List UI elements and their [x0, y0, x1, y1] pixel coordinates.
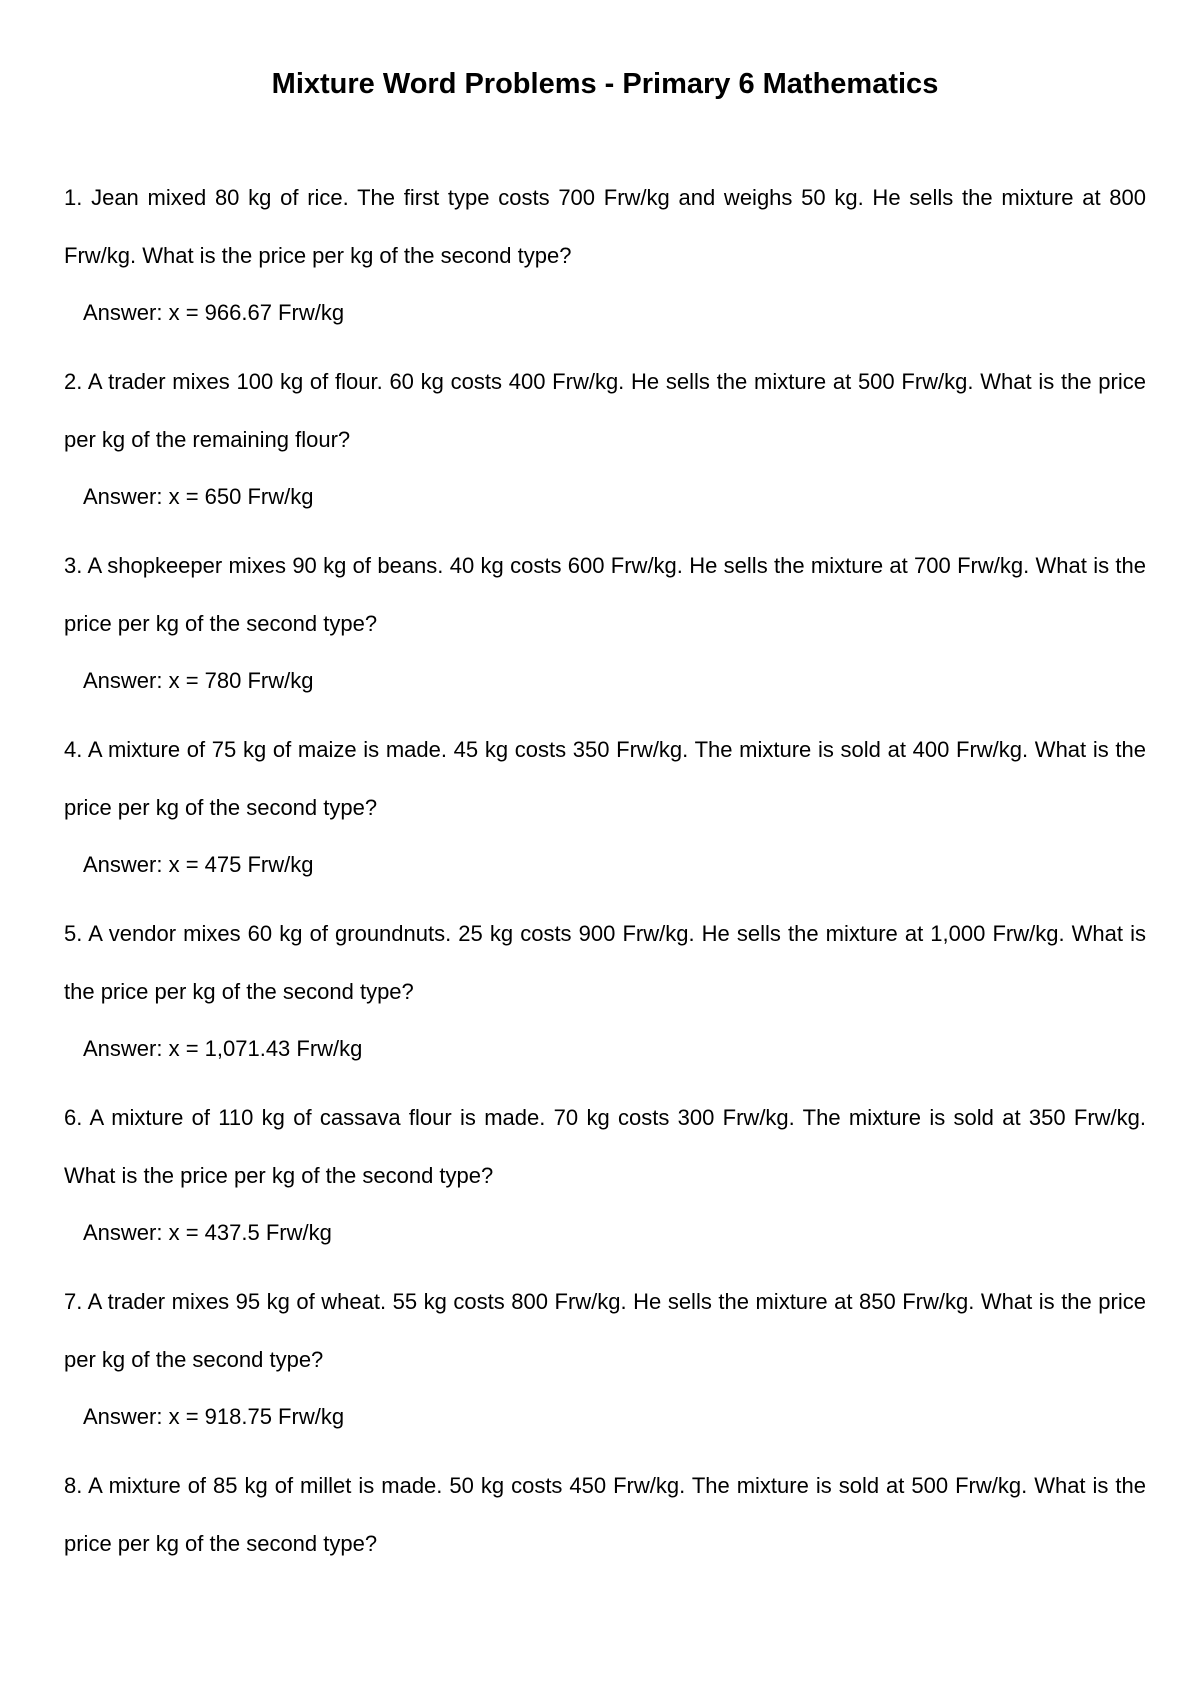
problem-answer: Answer: x = 780 Frw/kg	[83, 668, 314, 693]
problem-item	[64, 1457, 1146, 1573]
problem-answer: Answer: x = 475 Frw/kg	[83, 852, 314, 877]
problem-question: 1. Jean mixed 80 kg of rice. The first type costs 700 Frw/kg and weighs 50 kg. He sells the mixture at 800 Frw/kg. What is the price per kg of the second type?	[64, 185, 1146, 268]
problem-list	[64, 169, 1146, 1573]
problem-answer: Answer: x = 918.75 Frw/kg	[83, 1404, 345, 1429]
problem-question: 2. A trader mixes 100 kg of flour. 60 kg costs 400 Frw/kg. He sells the mixture at 500 Frw/kg. What is the price per kg of the remaining flour?	[64, 369, 1146, 452]
page-title: Mixture Word Problems - Primary 6 Mathematics	[271, 68, 939, 100]
problem-answer: Answer: x = 966.67 Frw/kg	[83, 300, 345, 325]
problem-answer: Answer: x = 437.5 Frw/kg	[83, 1220, 332, 1245]
problem-item	[64, 905, 1146, 1077]
problem-question: 3. A shopkeeper mixes 90 kg of beans. 40 kg costs 600 Frw/kg. He sells the mixture at 700 Frw/kg. What is the price per kg of the second type?	[64, 553, 1146, 636]
problem-answer: Answer: x = 650 Frw/kg	[83, 484, 314, 509]
problem-item	[64, 1273, 1146, 1445]
problem-item	[64, 353, 1146, 525]
problem-item	[64, 169, 1146, 341]
problem-item	[64, 721, 1146, 893]
problem-question: 5. A vendor mixes 60 kg of groundnuts. 25 kg costs 900 Frw/kg. He sells the mixture at 1,000 Frw/kg. What is the price per kg of the second type?	[64, 921, 1146, 1004]
problem-item	[64, 1089, 1146, 1261]
document-page	[64, 0, 1146, 1573]
problem-question: 8. A mixture of 85 kg of millet is made. 50 kg costs 450 Frw/kg. The mixture is sold at 500 Frw/kg. What is the price per kg of the second type?	[64, 1473, 1146, 1556]
problem-item	[64, 537, 1146, 709]
problem-question: 4. A mixture of 75 kg of maize is made. 45 kg costs 350 Frw/kg. The mixture is sold at 400 Frw/kg. What is the price per kg of the second type?	[64, 737, 1146, 820]
problem-question: 6. A mixture of 110 kg of cassava flour is made. 70 kg costs 300 Frw/kg. The mixture is sold at 350 Frw/kg. What is the price per kg of the second type?	[64, 1105, 1146, 1188]
problem-answer: Answer: x = 1,071.43 Frw/kg	[83, 1036, 363, 1061]
problem-question: 7. A trader mixes 95 kg of wheat. 55 kg costs 800 Frw/kg. He sells the mixture at 850 Frw/kg. What is the price per kg of the second type?	[64, 1289, 1146, 1372]
